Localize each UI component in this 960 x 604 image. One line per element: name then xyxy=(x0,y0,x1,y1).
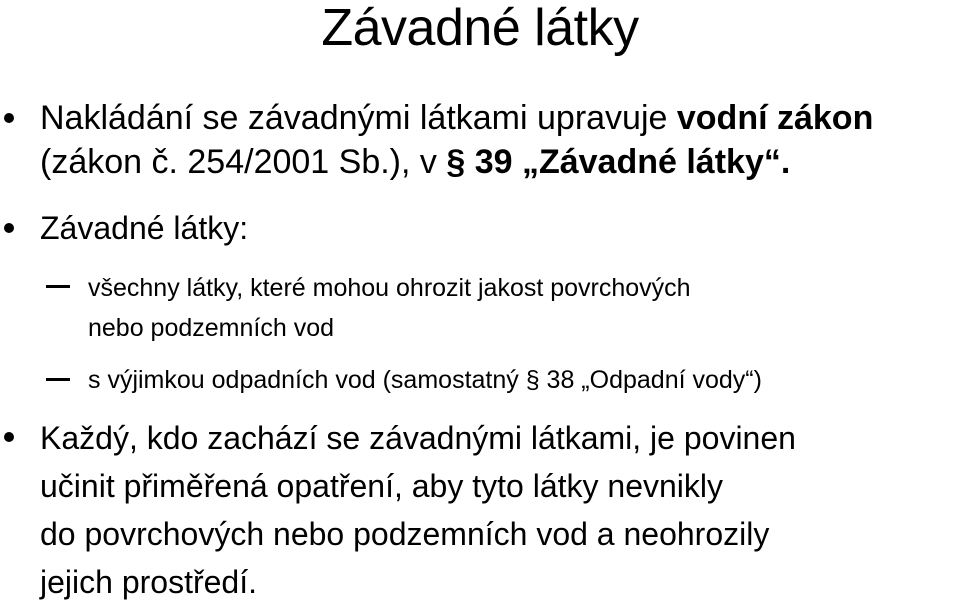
bullet-line: (zákon č. 254/2001 Sb.), v § 39 „Závadné látky“. xyxy=(40,143,791,181)
bullet-item-povinnost: Každý, kdo zachází se závadnými látkami, je povinen učinit přiměřená opatření, aby tyto látky nevnikly do povrchových nebo podzemních vod a neohrozily jejich prostředí. xyxy=(40,420,796,600)
bullet-item-zavadne-latky: Závadné látky: xyxy=(40,210,249,246)
bullet-dot xyxy=(4,223,18,237)
bullet-item-vodni-zakon xyxy=(40,96,873,184)
page-title: Závadné látky xyxy=(321,0,639,57)
bullet-dot xyxy=(4,113,18,127)
sub-item-definition: všechny látky, které mohou ohrozit jakost povrchových nebo podzemních vod xyxy=(88,274,691,342)
bullet-dot xyxy=(4,432,18,446)
bullet-line: Nakládání se závadnými látkami upravuje vodní zákon xyxy=(40,99,874,137)
dash-marker xyxy=(46,285,70,288)
dash-marker xyxy=(46,378,70,381)
sub-item-exception: s výjimkou odpadních vod (samostatný § 38 „Odpadní vody“) xyxy=(88,366,762,394)
